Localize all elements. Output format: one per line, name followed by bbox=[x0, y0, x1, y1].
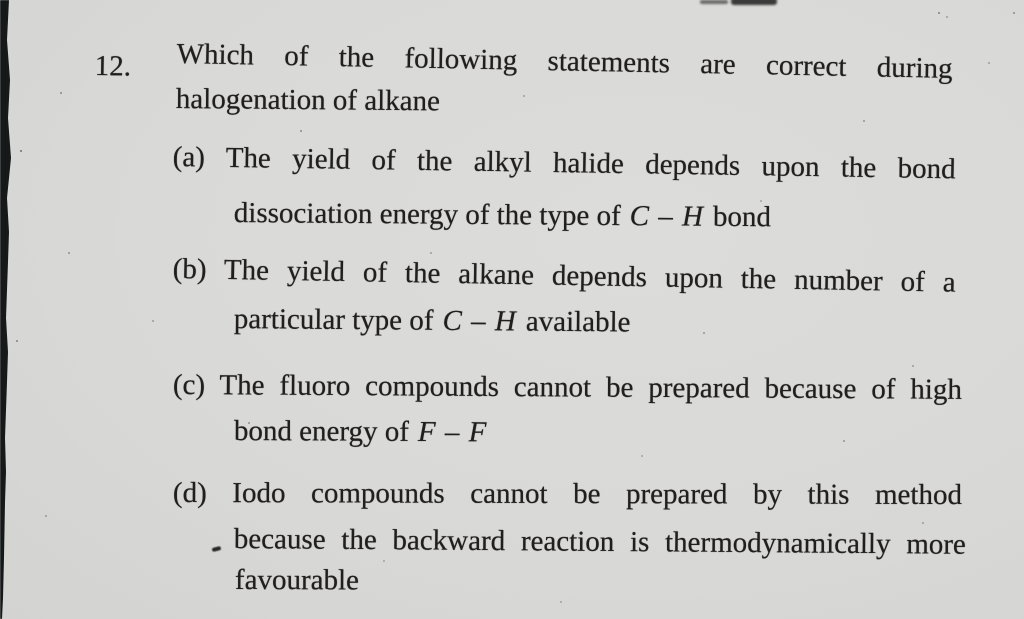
option-b-line2-text: particular type of bbox=[233, 303, 434, 337]
option-b-formula-c-h: C – H bbox=[442, 304, 517, 338]
option-c-text: The fluoro compounds cannot be prepared because of high bbox=[219, 369, 962, 406]
option-a-label: (a) bbox=[172, 141, 206, 174]
option-c-line1 bbox=[173, 369, 962, 407]
option-a-line2-tail: bond bbox=[712, 200, 772, 234]
option-b-line2 bbox=[234, 303, 631, 340]
option-c-line2 bbox=[234, 415, 497, 450]
option-b-line1 bbox=[172, 253, 955, 300]
option-a-formula-c-h: C – H bbox=[629, 200, 705, 233]
option-d-label: (d) bbox=[172, 477, 207, 510]
option-d-line1 bbox=[173, 477, 962, 512]
option-a-text: The yield of the alkyl halide depends upon the bond bbox=[225, 141, 956, 186]
ink-blot bbox=[212, 546, 222, 552]
question-number: 12. bbox=[94, 50, 132, 83]
question-text-line1: Which of the following statements are correct during bbox=[176, 38, 953, 85]
scan-edge-artifact bbox=[0, 0, 14, 619]
option-d-line2: because the backward reaction is thermodynamically more bbox=[233, 523, 966, 561]
option-b-text: The yield of the alkane depends upon the number of a bbox=[223, 253, 956, 299]
option-d-line3: favourable bbox=[234, 564, 359, 597]
option-d-text: Iodo compounds cannot be prepared by this method bbox=[232, 477, 963, 512]
paper-noise-speckles bbox=[0, 0, 2, 2]
option-c-formula-f-f: F – F bbox=[417, 415, 488, 449]
option-b-line2-tail: available bbox=[525, 305, 631, 339]
option-b-label: (b) bbox=[172, 253, 207, 286]
top-edge-ink-smudge-faint bbox=[700, 0, 728, 4]
top-edge-ink-smudge bbox=[731, 0, 777, 5]
option-c-label: (c) bbox=[172, 369, 206, 402]
option-a-line2-text: dissociation energy of the type of bbox=[233, 197, 621, 233]
option-a-line2 bbox=[234, 197, 771, 235]
option-a-line1 bbox=[172, 141, 955, 187]
option-c-line2-text: bond energy of bbox=[233, 415, 410, 448]
question-text-line2: halogenation of alkane bbox=[175, 83, 441, 118]
